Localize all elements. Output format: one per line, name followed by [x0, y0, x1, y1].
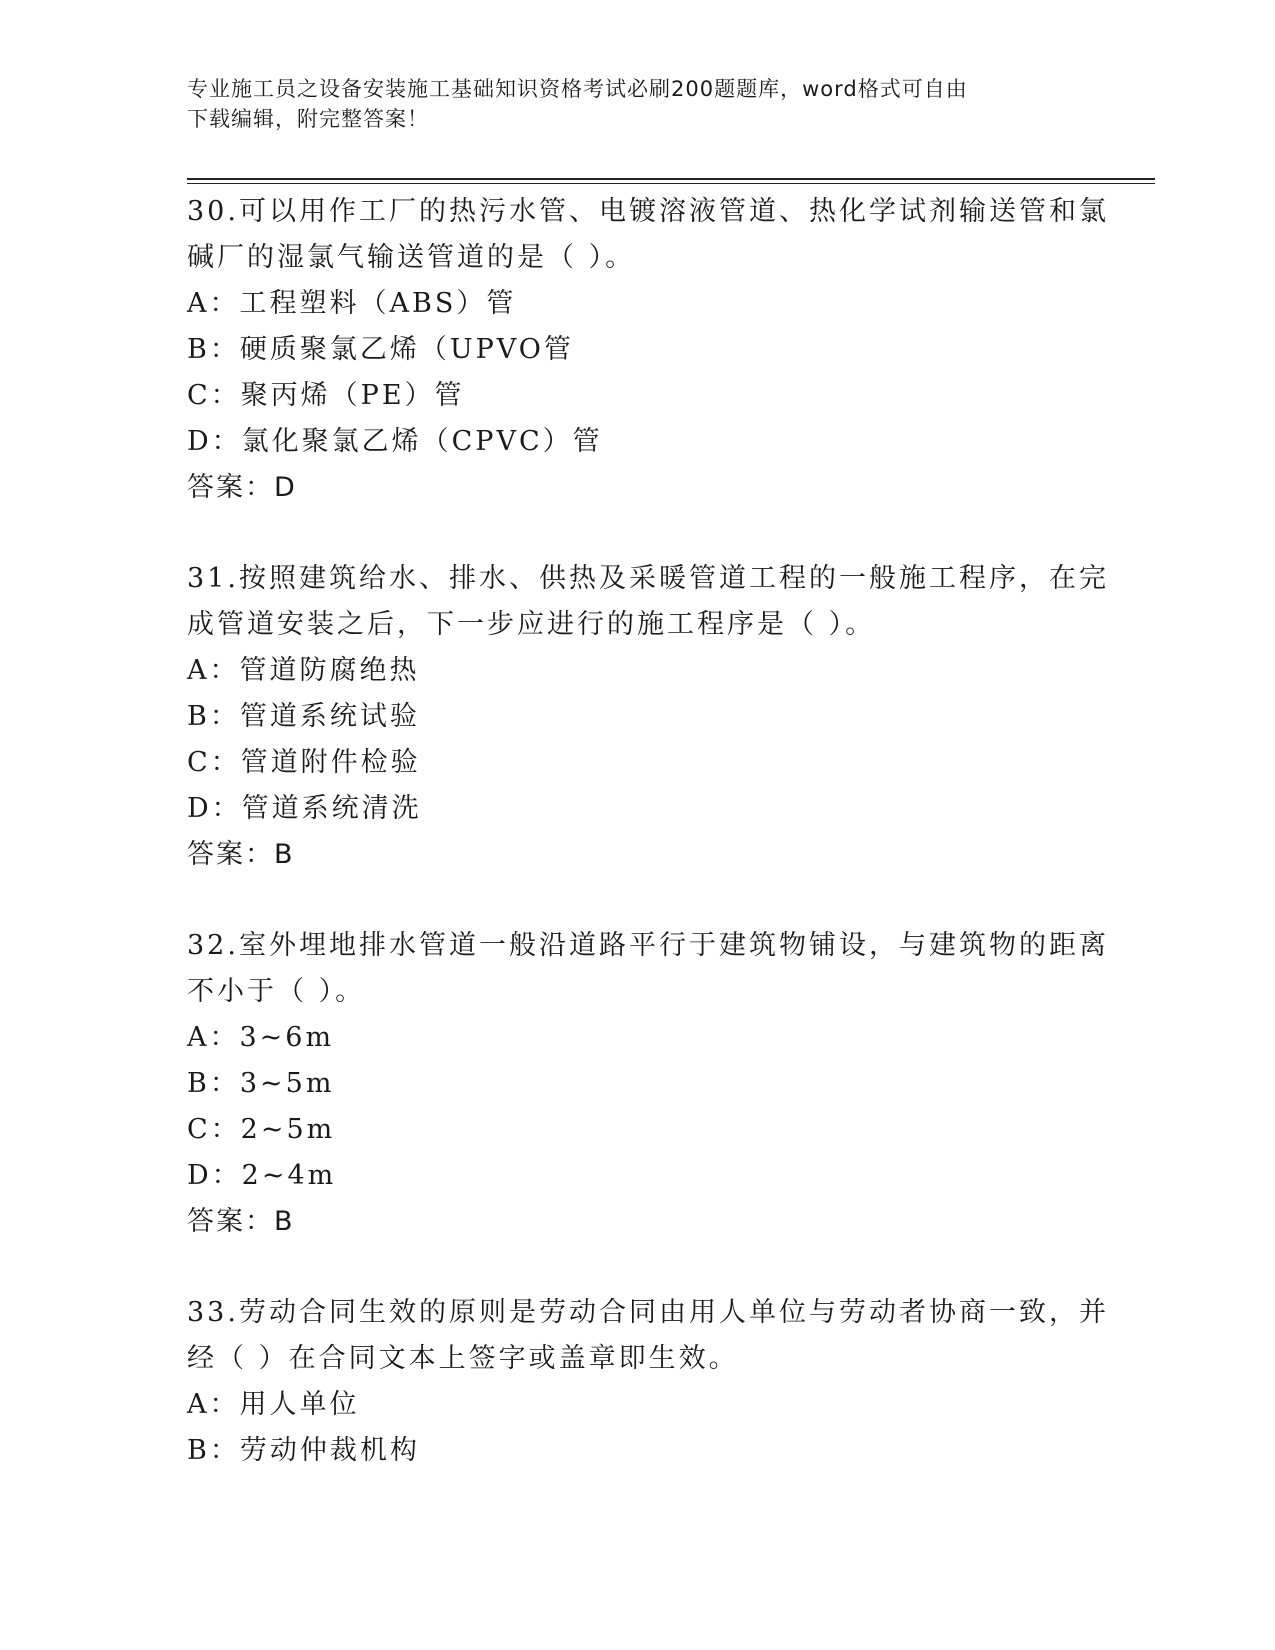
- option-d: D：氯化聚氯乙烯（CPVC）管: [187, 426, 603, 457]
- question-stem-line: 经（ ）在合同文本上签字或盖章即生效。: [187, 1343, 739, 1374]
- question-31: [187, 556, 1109, 878]
- answer-line: 答案：B: [187, 839, 295, 870]
- header-line-1: 专业施工员之设备安装施工基础知识资格考试必刷200题题库，word格式可自由: [187, 77, 968, 101]
- header-divider-thick: [187, 178, 1155, 180]
- header-divider-thin: [187, 183, 1155, 184]
- question-stem-line: 32.室外埋地排水管道一般沿道路平行于建筑物铺设，与建筑物的距离: [187, 930, 1109, 961]
- question-30: [187, 189, 1109, 511]
- option-c: C：2~5m: [187, 1114, 336, 1145]
- option-a: A：工程塑料（ABS）管: [187, 288, 517, 319]
- answer-line: 答案：B: [187, 1206, 295, 1237]
- option-d: D：管道系统清洗: [187, 793, 422, 824]
- question-32: [187, 923, 1109, 1245]
- header-line-2: 下载编辑，附完整答案！: [187, 107, 429, 131]
- answer-line: 答案：D: [187, 472, 297, 503]
- option-b: B：硬质聚氯乙烯（UPVO管: [187, 334, 574, 365]
- question-stem-line: 31.按照建筑给水、排水、供热及采暖管道工程的一般施工程序，在完: [187, 563, 1109, 594]
- option-d: D：2~4m: [187, 1160, 337, 1191]
- option-b: B：管道系统试验: [187, 701, 420, 732]
- option-b: B：3~5m: [187, 1068, 335, 1099]
- question-stem-line: 30.可以用作工厂的热污水管、电镀溶液管道、热化学试剂输送管和氯: [187, 196, 1109, 227]
- option-c: C：聚丙烯（PE）管: [187, 380, 465, 411]
- option-b: B：劳动仲裁机构: [187, 1435, 420, 1466]
- question-list: [187, 189, 1109, 1474]
- option-a: A：3~6m: [187, 1022, 335, 1053]
- document-header: [187, 74, 1067, 134]
- question-stem-line: 33.劳动合同生效的原则是劳动合同由用人单位与劳动者协商一致，并: [187, 1297, 1109, 1328]
- option-a: A：管道防腐绝热: [187, 655, 420, 686]
- option-a: A：用人单位: [187, 1389, 360, 1420]
- question-33: [187, 1290, 1109, 1474]
- option-c: C：管道附件检验: [187, 747, 421, 778]
- question-stem-line: 成管道安装之后，下一步应进行的施工程序是（ ）。: [187, 609, 876, 640]
- question-stem-line: 不小于（ ）。: [187, 976, 366, 1007]
- question-stem-line: 碱厂的湿氯气输送管道的是（ ）。: [187, 242, 636, 273]
